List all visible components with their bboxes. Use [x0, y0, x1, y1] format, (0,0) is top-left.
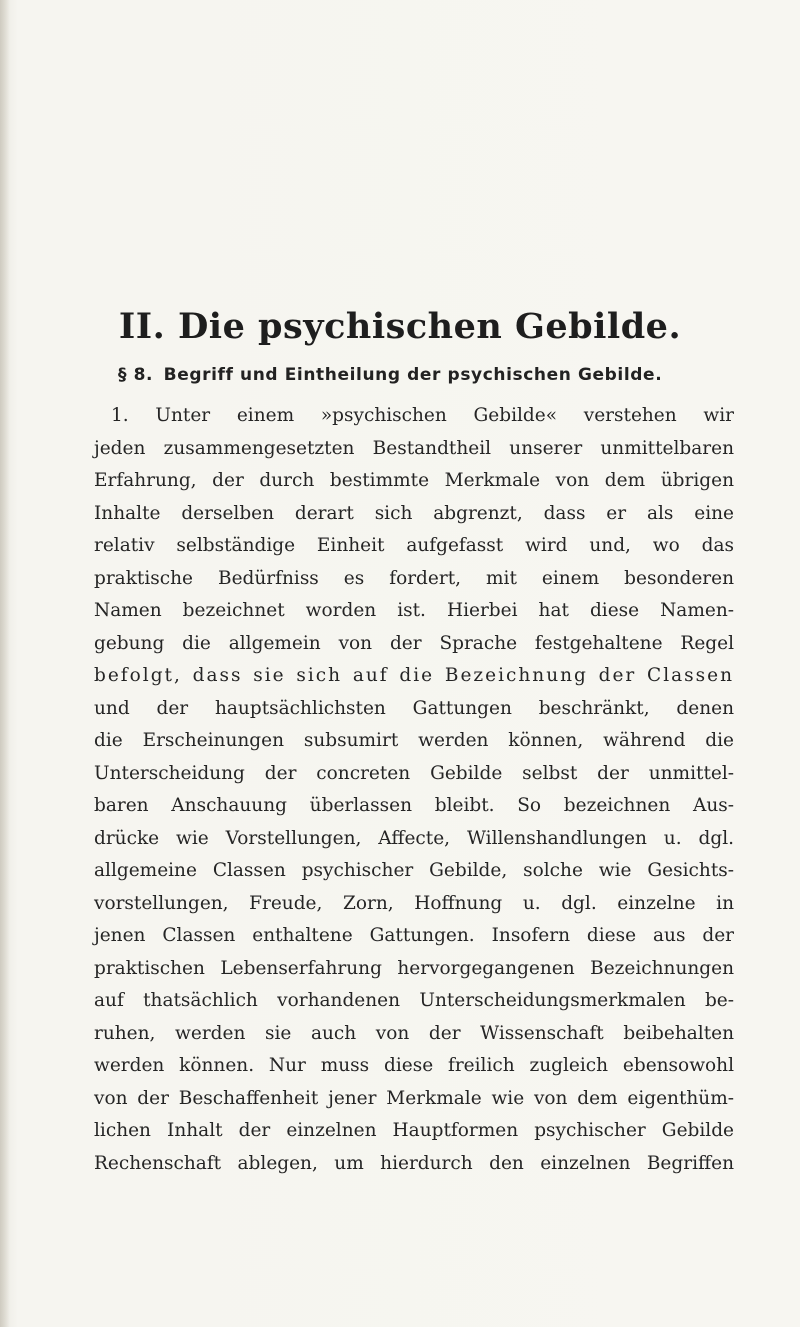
chapter-title: II. Die psychischen Gebilde.: [118, 306, 682, 347]
text-line: Erfahrung, der durch bestimmte Merkmale von dem übrigen: [94, 470, 734, 491]
text-line: baren Anschauung überlassen bleibt. So bezeichnen Aus-: [94, 795, 734, 816]
text-line: lichen Inhalt der einzelnen Hauptformen psychischer Gebilde: [94, 1120, 734, 1141]
text-line: relativ selbständige Einheit aufgefasst wird und, wo das: [94, 535, 734, 556]
page-binding-shadow: [0, 0, 10, 1327]
text-line: auf thatsächlich vorhandenen Unterscheidungsmerkmalen be-: [94, 990, 734, 1011]
text-line: die Erscheinungen subsumirt werden können, während die: [94, 730, 734, 751]
text-line: 1. Unter einem »psychischen Gebilde« verstehen wir: [111, 405, 734, 426]
text-line: gebung die allgemein von der Sprache festgehaltene Regel: [94, 632, 734, 654]
text-line: Unterscheidung der concreten Gebilde selbst der unmittel-: [94, 762, 734, 784]
text-line: werden können. Nur muss diese freilich zugleich ebensowohl: [94, 1055, 734, 1076]
text-line: drücke wie Vorstellungen, Affecte, Willenshandlungen u. dgl.: [94, 827, 734, 849]
section-heading: [118, 365, 758, 385]
paragraph-body: [94, 400, 734, 1180]
text-line: Namen bezeichnet worden ist. Hierbei hat diese Namen-: [94, 600, 734, 621]
text-line: vorstellungen, Freude, Zorn, Hoffnung u. dgl. einzelne in: [94, 892, 734, 914]
text-line: jeden zusammengesetzten Bestandtheil unserer unmittelbaren: [94, 437, 734, 459]
section-title: Begriff und Eintheilung der psychischen Gebilde.: [163, 365, 663, 385]
text-line: ruhen, werden sie auch von der Wissenschaft beibehalten: [94, 1022, 734, 1044]
text-line: allgemeine Classen psychischer Gebilde, solche wie Gesichts-: [94, 860, 734, 881]
text-line: praktischen Lebenserfahrung hervorgegangenen Bezeichnungen: [94, 957, 734, 979]
text-line: praktische Bedürfniss es fordert, mit einem besonderen: [94, 567, 734, 589]
text-line: und der hauptsächlichsten Gattungen beschränkt, denen: [94, 697, 734, 719]
text-line: Rechenschaft ablegen, um hierdurch den einzelnen Begriffen: [94, 1152, 734, 1174]
text-line: jenen Classen enthaltene Gattungen. Insofern diese aus der: [94, 925, 734, 946]
section-number: § 8.: [118, 365, 154, 385]
text-line: Inhalte derselben derart sich abgrenzt, dass er als eine: [94, 502, 734, 524]
text-line: befolgt, dass sie sich auf die Bezeichnung der Classen: [94, 665, 734, 686]
text-line: von der Beschaffenheit jener Merkmale wie von dem eigenthüm-: [94, 1087, 734, 1109]
